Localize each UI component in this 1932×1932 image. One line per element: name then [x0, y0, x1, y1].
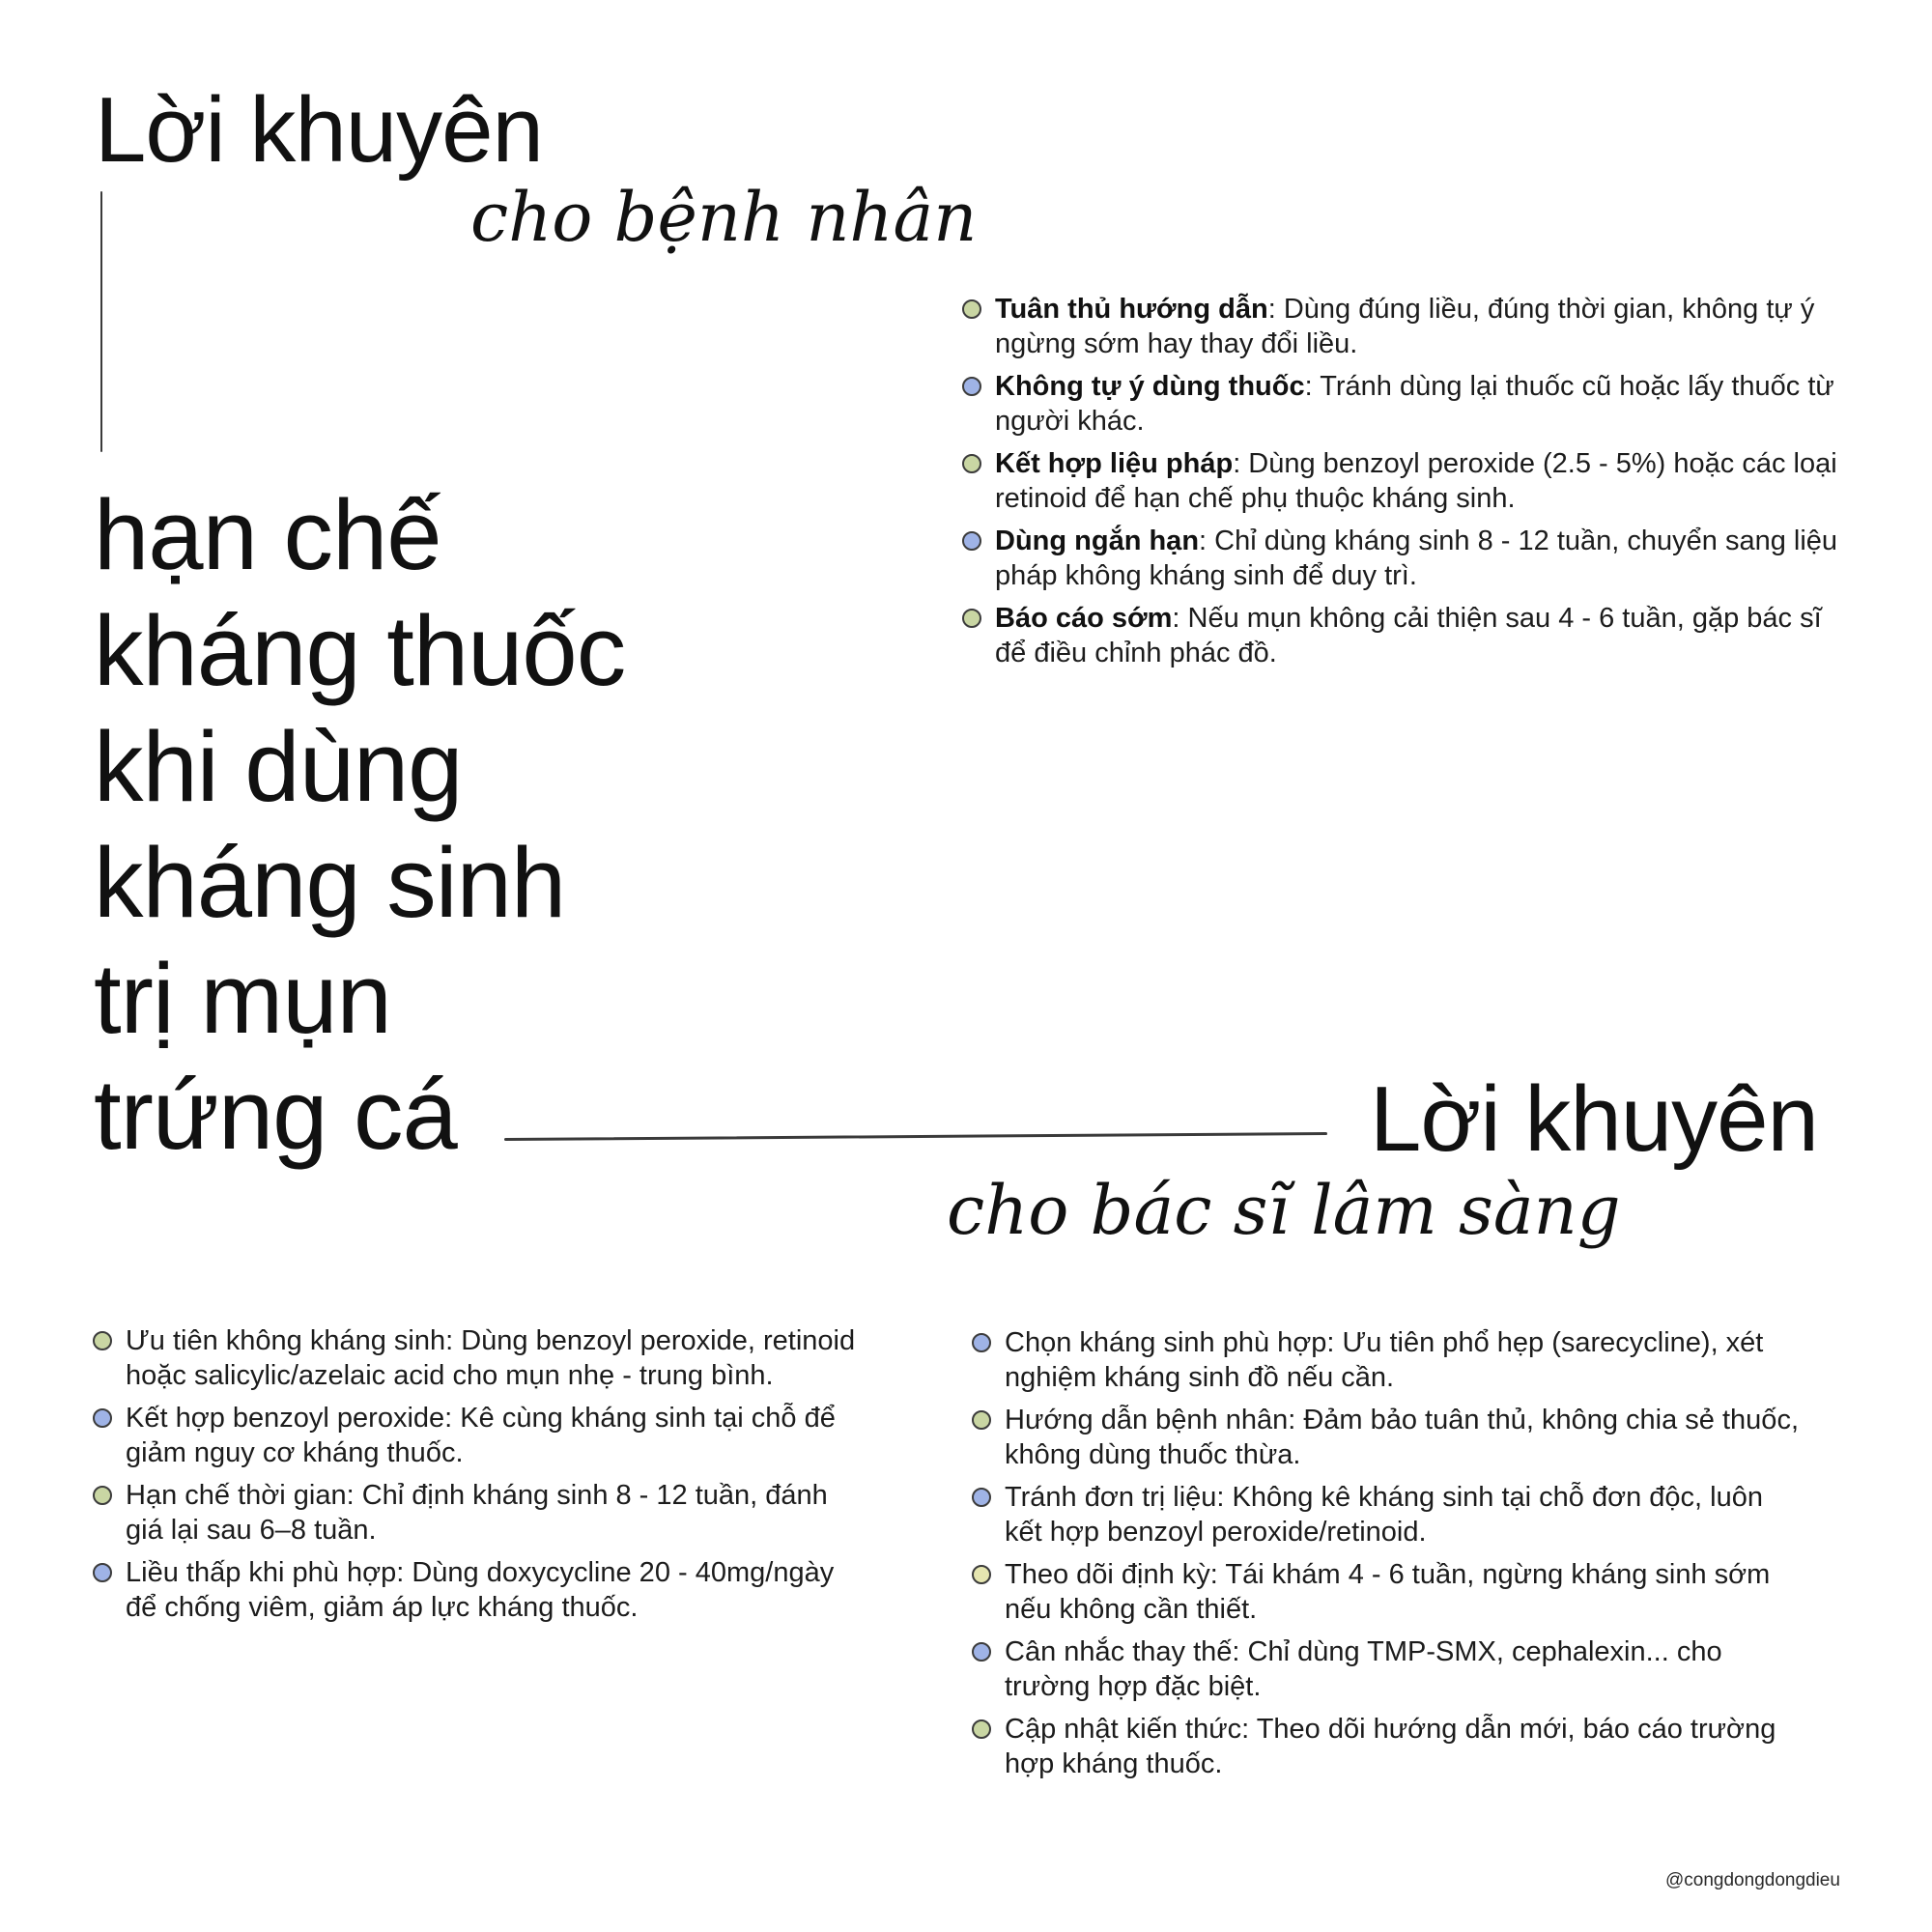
circle-bullet-icon	[93, 1408, 112, 1428]
doctor-advice-list-left	[91, 1323, 864, 1633]
item-text: Hạn chế thời gian: Chỉ định kháng sinh 8 - 12 tuần, đánh giá lại sau 6–8 tuần.	[126, 1480, 828, 1546]
main-title-line: khi dùng	[94, 711, 463, 822]
circle-bullet-icon	[972, 1333, 991, 1352]
patient-advice-title: Lời khuyên	[95, 78, 543, 182]
item-text: Theo dõi định kỳ: Tái khám 4 - 6 tuần, ngừng kháng sinh sớm nếu không cần thiết.	[1005, 1559, 1771, 1625]
circle-bullet-icon	[972, 1565, 991, 1584]
item-term: Dùng ngắn hạn	[995, 526, 1200, 556]
circle-bullet-icon	[962, 531, 981, 551]
list-item	[91, 1323, 864, 1393]
item-text: : Tránh dùng lại thuốc cũ hoặc lấy thuốc từ người khác.	[995, 371, 1834, 437]
item-text: : Dùng đúng liều, đúng thời gian, không tự ý ngừng sớm hay thay đổi liều.	[995, 294, 1815, 359]
circle-bullet-icon	[962, 299, 981, 319]
circle-bullet-icon	[972, 1488, 991, 1507]
circle-bullet-icon	[972, 1642, 991, 1662]
circle-bullet-icon	[962, 609, 981, 628]
list-item	[960, 369, 1859, 439]
list-item	[970, 1712, 1801, 1781]
list-item	[91, 1401, 864, 1470]
social-handle: @congdongdongdieu	[1665, 1870, 1840, 1890]
list-item	[970, 1325, 1801, 1395]
list-item	[960, 292, 1859, 361]
list-item	[960, 446, 1859, 516]
patient-advice-list	[960, 292, 1859, 678]
item-text: Chọn kháng sinh phù hợp: Ưu tiên phổ hẹp (sarecycline), xét nghiệm kháng sinh đồ nếu cần.	[1005, 1327, 1764, 1393]
main-title	[94, 477, 625, 1173]
horizontal-divider	[504, 1132, 1327, 1141]
item-term: Kết hợp liệu pháp	[995, 448, 1234, 479]
item-term: Không tự ý dùng thuốc	[995, 371, 1305, 402]
circle-bullet-icon	[962, 454, 981, 473]
item-text: : Chỉ dùng kháng sinh 8 - 12 tuần, chuyển sang liệu pháp không kháng sinh để duy trì.	[995, 526, 1838, 591]
list-item	[970, 1480, 1801, 1549]
list-item	[970, 1634, 1801, 1704]
list-item	[970, 1403, 1801, 1472]
circle-bullet-icon	[962, 377, 981, 396]
item-text: Cân nhắc thay thế: Chỉ dùng TMP-SMX, cephalexin... cho trường hợp đặc biệt.	[1005, 1636, 1722, 1702]
doctor-advice-title: Lời khuyên	[1370, 1067, 1818, 1171]
list-item	[91, 1478, 864, 1548]
circle-bullet-icon	[93, 1563, 112, 1582]
item-text: Hướng dẫn bệnh nhân: Đảm bảo tuân thủ, không chia sẻ thuốc, không dùng thuốc thừa.	[1005, 1405, 1799, 1470]
item-term: Tuân thủ hướng dẫn	[995, 294, 1268, 325]
item-text: : Nếu mụn không cải thiện sau 4 - 6 tuần, gặp bác sĩ để điều chỉnh phác đồ.	[995, 603, 1822, 668]
item-text: Liều thấp khi phù hợp: Dùng doxycycline 20 - 40mg/ngày để chống viêm, giảm áp lực kháng thuốc.	[126, 1557, 835, 1623]
main-title-line: trứng cá	[94, 1059, 457, 1170]
circle-bullet-icon	[972, 1410, 991, 1430]
item-text: Kết hợp benzoyl peroxide: Kê cùng kháng sinh tại chỗ để giảm nguy cơ kháng thuốc.	[126, 1403, 836, 1468]
list-item	[970, 1557, 1801, 1627]
list-item	[91, 1555, 864, 1625]
circle-bullet-icon	[93, 1486, 112, 1505]
main-title-line: kháng sinh	[94, 827, 566, 938]
main-title-line: hạn chế	[94, 479, 441, 590]
item-text: : Dùng benzoyl peroxide (2.5 - 5%) hoặc các loại retinoid để hạn chế phụ thuộc kháng sinh.	[995, 448, 1837, 514]
item-term: Báo cáo sớm	[995, 603, 1173, 634]
vertical-divider	[100, 191, 102, 452]
doctor-advice-subtitle: cho bác sĩ lâm sàng	[947, 1171, 1621, 1250]
item-text: Ưu tiên không kháng sinh: Dùng benzoyl peroxide, retinoid hoặc salicylic/azelaic acid cho mụn nhẹ - trung bình.	[126, 1325, 856, 1391]
item-text: Cập nhật kiến thức: Theo dõi hướng dẫn mới, báo cáo trường hợp kháng thuốc.	[1005, 1714, 1776, 1779]
item-text: Tránh đơn trị liệu: Không kê kháng sinh tại chỗ đơn độc, luôn kết hợp benzoyl peroxide/retinoid.	[1005, 1482, 1763, 1548]
list-item	[960, 524, 1859, 593]
patient-advice-subtitle: cho bệnh nhân	[470, 178, 978, 257]
list-item	[960, 601, 1859, 670]
doctor-advice-list-right	[970, 1325, 1801, 1789]
main-title-line: trị mụn	[94, 943, 391, 1054]
circle-bullet-icon	[93, 1331, 112, 1350]
circle-bullet-icon	[972, 1719, 991, 1739]
main-title-line: kháng thuốc	[94, 595, 626, 706]
